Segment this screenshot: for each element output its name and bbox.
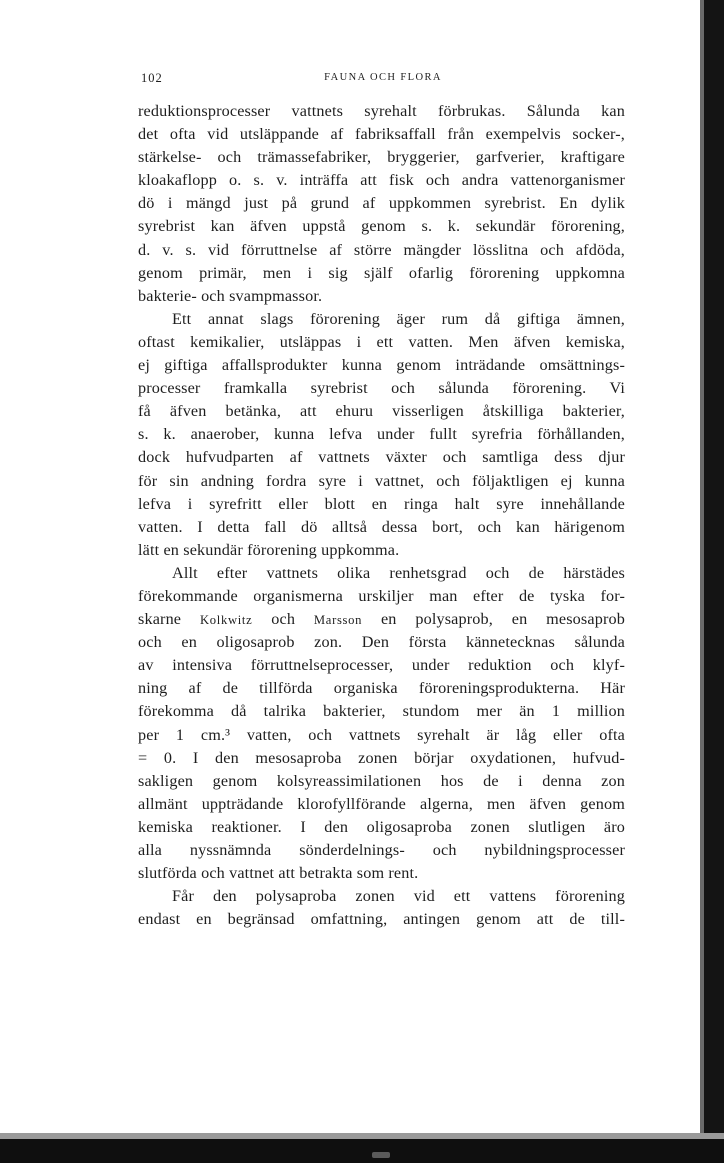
text-line: alla nyssnämnda sönderdelnings- och nybildningsprocesser bbox=[138, 841, 625, 859]
text-line: syrebrist kan äfven uppstå genom s. k. sekundär förorening, bbox=[138, 217, 625, 236]
body-text bbox=[138, 100, 625, 931]
text-line: bakterie- och svampmassor. bbox=[138, 286, 323, 305]
text-line: Ett annat slags förorening äger rum då giftiga ämnen, bbox=[172, 309, 625, 328]
text-line: lätt en sekundär förorening uppkomma. bbox=[138, 540, 400, 559]
text-line: allmänt uppträdande klorofyllförande algerna, men äfven genom bbox=[138, 794, 625, 813]
author-name-marsson: Marsson bbox=[313, 613, 363, 628]
text-line: d. v. s. vid förruttnelse af större mängder lösslitna och afdöda, bbox=[138, 240, 625, 259]
text-line: av intensiva förruttnelseprocesser, under reduktion och klyf- bbox=[138, 656, 625, 675]
page-number: 102 bbox=[141, 71, 163, 85]
scan-mark bbox=[372, 1152, 390, 1158]
text-line: oftast kemikalier, utsläppas i ett vatten. Men äfven kemiska, bbox=[138, 332, 625, 351]
text-line: Allt efter vattnets olika renhetsgrad och de härstädes bbox=[172, 563, 625, 582]
text-line: slutförda och vattnet att betrakta som rent. bbox=[138, 864, 419, 883]
text-line: förekomma då talrika bakterier, stundom mer än 1 million bbox=[138, 702, 625, 721]
text-line: lefva i syrefritt eller blott en ringa halt syre innehållande bbox=[138, 494, 625, 513]
text-line: genom primär, men i sig själf ofarlig förorening uppkomna bbox=[138, 263, 625, 282]
text-line: endast en begränsad omfattning, antingen genom att de till- bbox=[138, 910, 625, 929]
text-line: reduktionsprocesser vattnets syrehalt förbrukas. Sålunda kan bbox=[138, 102, 625, 120]
text-line: per 1 cm.³ vatten, och vattnets syrehalt är låg eller ofta bbox=[138, 725, 625, 744]
running-header bbox=[141, 71, 625, 89]
text-line: stärkelse- och trämassefabriker, bryggerier, garfverier, kraftigare bbox=[138, 148, 625, 167]
text-line: det ofta vid utsläppande af fabriksaffall från exempelvis socker-, bbox=[138, 125, 625, 144]
text-line: och en oligosaprob zon. Den första kännetecknas sålunda bbox=[138, 633, 625, 652]
text-line: förekommande organismerna urskiljer man efter de tyska for- bbox=[138, 586, 625, 605]
text-line-authors bbox=[138, 608, 625, 631]
scan-border-right bbox=[704, 0, 724, 1163]
text-line: dock hufvudparten af vattnets växter och samtliga dess djur bbox=[138, 448, 625, 467]
text-line: s. k. anaerober, kunna lefva under fullt syrefria förhållanden, bbox=[138, 425, 625, 444]
text-fragment: en polysaprob, en mesosaprob bbox=[362, 610, 625, 629]
text-line: kloakaflopp o. s. v. inträffa att fisk och andra vattenorganismer bbox=[138, 171, 625, 190]
text-line: Får den polysaproba zonen vid ett vattens förorening bbox=[172, 887, 625, 906]
text-line: sakligen genom kolsyreassimilationen hos de i denna zon bbox=[138, 771, 625, 790]
text-line: = 0. I den mesosaproba zonen börjar oxydationen, hufvud- bbox=[138, 748, 625, 767]
author-name-kolkwitz: Kolkwitz bbox=[199, 613, 253, 628]
text-line: processer framkalla syrebrist och sålunda förorening. Vi bbox=[138, 379, 625, 398]
text-line: ning af de tillförda organiska föroreningsprodukterna. Här bbox=[138, 679, 625, 698]
text-line: kemiska reaktioner. I den oligosaproba zonen slutligen äro bbox=[138, 817, 625, 836]
text-line: för sin andning fordra syre i vattnet, och följaktligen ej kunna bbox=[138, 471, 625, 490]
text-line: ej giftiga affallsprodukter kunna genom inträdande omsättnings- bbox=[138, 356, 625, 375]
scan-border-bottom bbox=[0, 1139, 724, 1163]
running-title: FAUNA OCH FLORA bbox=[324, 72, 442, 83]
text-line: vatten. I detta fall dö alltså dessa bort, och kan härigenom bbox=[138, 517, 625, 536]
text-fragment: och bbox=[252, 610, 314, 629]
text-fragment: skarne bbox=[138, 610, 200, 629]
text-line: få äfven betänka, att ehuru visserligen åtskilliga bakterier, bbox=[138, 402, 625, 421]
text-line: dö i mängd just på grund af uppkommen syrebrist. En dylik bbox=[138, 194, 625, 213]
